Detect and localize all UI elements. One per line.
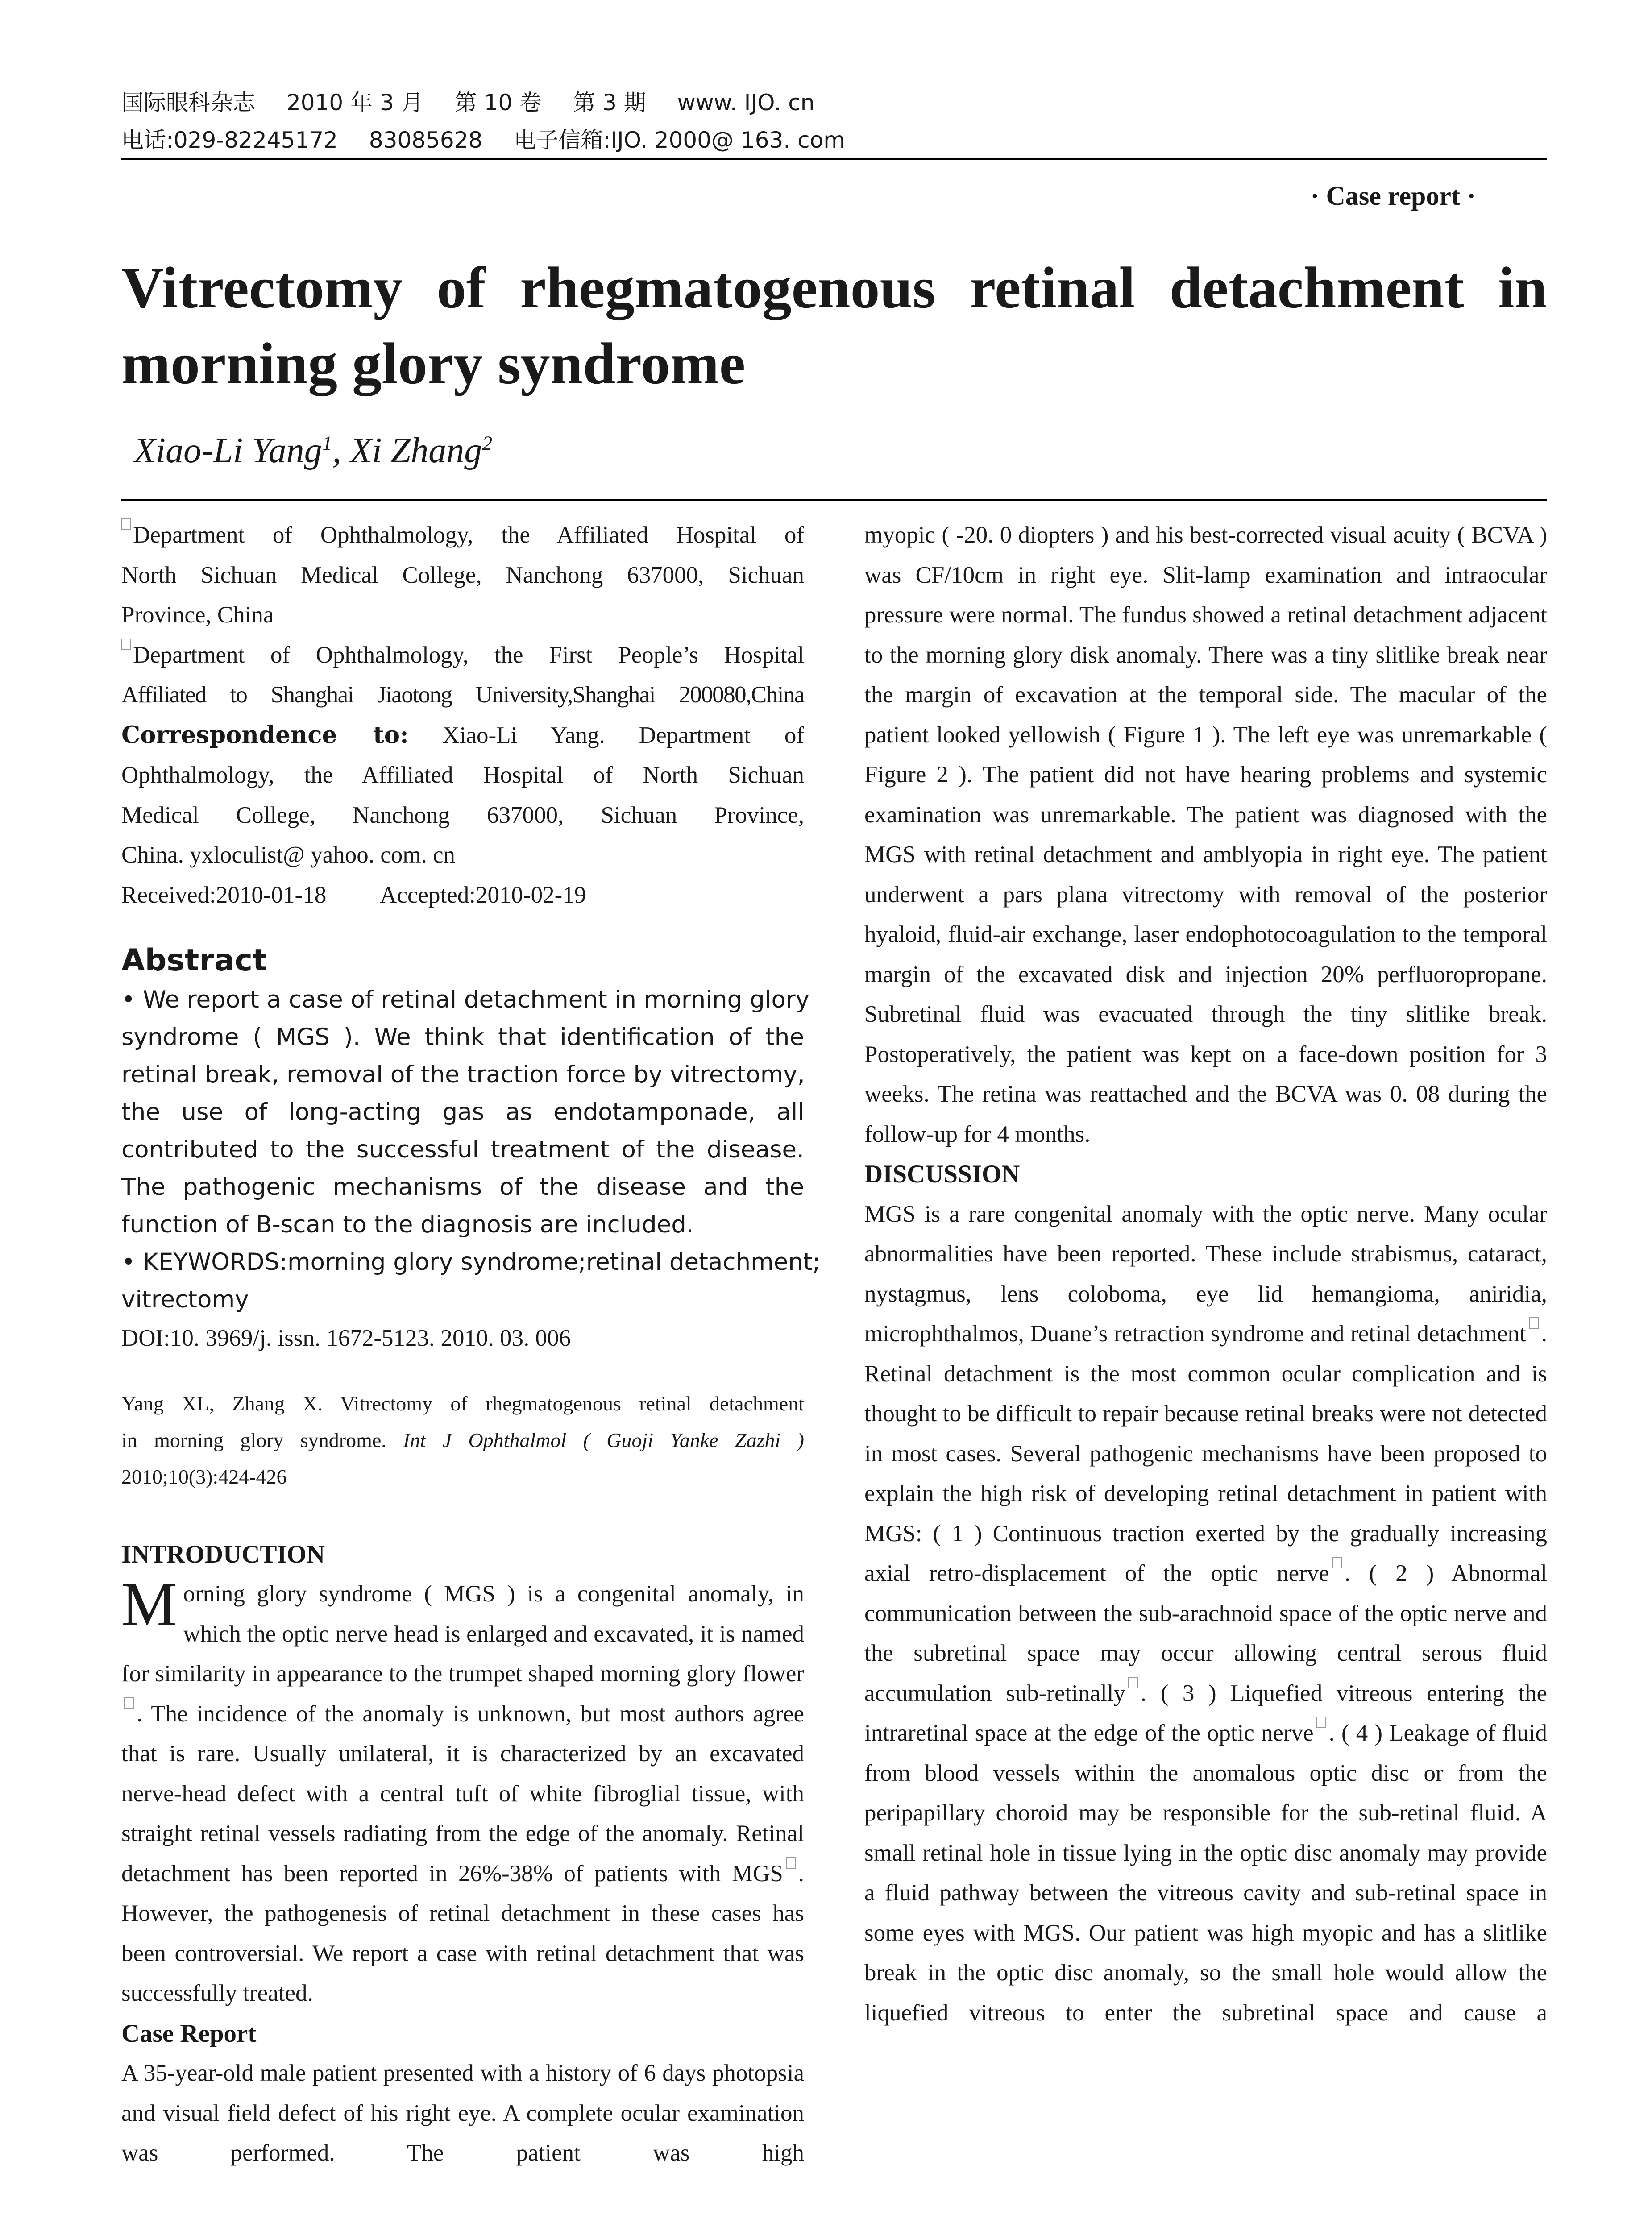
- issue-date: 2010 年 3 月: [286, 90, 423, 116]
- discussion-text: . ( 2 ) Abnormal communication between the sub-arachnoid space of the optic nerve and the subretinal space may occur allowing central serous fluid accumulation sub-retinally: [864, 1560, 1547, 1706]
- abstract-line: syndrome ( MGS ). We think that identification of the: [121, 1024, 804, 1051]
- reference-marker: [1128, 1677, 1138, 1688]
- abstract-line: contributed to the successful treatment of the disease.: [121, 1136, 804, 1163]
- doi: DOI:10. 3969/j. issn. 1672-5123. 2010. 03. 006: [121, 1325, 571, 1351]
- discussion-body: [864, 1194, 1547, 2033]
- case-report-heading: Case Report: [121, 2019, 257, 2048]
- case-report-body-right: myopic ( -20. 0 diopters ) and his best-corrected visual acuity ( BCVA ) was CF/10cm in right eye. Slit-lamp examination and intraocular pressure were normal. The fundus showed a retinal detachment adjacent to the morning glory disk anomaly. There was a tiny slitlike break near the margin of excavation at the temporal side. The macular of the patient looked yellowish ( Figure 1 ). The left eye was unremarkable ( Figure 2 ). The patient did not have hearing problems and systemic examination was unremarkable. The patient was diagnosed with the MGS with retinal detachment and amblyopia in right eye. The patient underwent a pars plana vitrectomy with removal of the posterior hyaloid, fluid-air exchange, laser endophotocoagulation to the temporal margin of the excavated disk and injection 20% perfluoropropane. Subretinal fluid was evacuated through the tiny slitlike break. Postoperatively, the patient was kept on a face-down position for 3 weeks. The retina was reattached and the BCVA was 0. 08 during the follow-up for 4 months.: [864, 522, 1547, 1147]
- discussion-text: . ( 4 ) Leakage of fluid from blood vessels within the anomalous optic disc or from the peripapillary choroid may be responsible for the sub-retinal fluid. A small retinal hole in tissue lying in the optic disc anomaly may provide a fluid pathway between the vitreous cavity and sub-retinal space in some eyes with MGS. Our patient was high myopic and has a slitlike break in the optic disc anomaly, so the small hole would allow the liquefied vitreous to enter the subretinal space and cause a: [864, 1720, 1547, 2026]
- affiliation-marker: [121, 518, 131, 530]
- right-column: [864, 515, 1547, 2033]
- issue: 第 3 期: [573, 90, 646, 116]
- reference-marker: [786, 1857, 796, 1869]
- abstract-line: function of B-scan to the diagnosis are included.: [121, 1211, 694, 1238]
- reference-marker: [1529, 1317, 1539, 1329]
- reference-marker: [124, 1697, 134, 1709]
- citation-line: [121, 1422, 804, 1459]
- citation-line: 2010;10(3):424-426: [121, 1465, 287, 1488]
- article-dates: [121, 875, 804, 916]
- accepted-date: Accepted:2010-02-19: [380, 882, 586, 908]
- journal-phone2: 83085628: [369, 127, 483, 153]
- intro-text: . The incidence of the anomaly is unknown, but most authors agree that is rare. Usually unilateral, it is characterized by an excavated nerve-head defect with a central tuft of white fibroglial tissue, with straight retinal vessels radiating from the edge of the anomaly. Retinal detachment has been reported in 26%-38% of patients with MGS: [121, 1700, 804, 1887]
- journal-header-line1: [121, 89, 846, 116]
- author-separator: ,: [332, 431, 350, 470]
- author-list: [134, 431, 492, 471]
- correspondence-text: Xiao-Li Yang. Department of: [408, 722, 804, 748]
- affiliation-2: [121, 635, 804, 715]
- journal-phone: 电话:029-82245172: [121, 127, 338, 153]
- discussion-text: . ( 3 ) Liquefied vitreous entering the intraretinal space at the edge of the optic nerve: [864, 1680, 1547, 1746]
- journal-email: 电子信箱:IJO. 2000@ 163. com: [514, 127, 845, 153]
- correspondence-line: Ophthalmology, the Affiliated Hospital of North Sichuan: [121, 762, 804, 788]
- author-1: Xiao-Li Yang: [134, 431, 322, 470]
- reference-marker: [1332, 1557, 1342, 1568]
- discussion-text: . Retinal detachment is the most common ocular complication and is thought to be difficult to repair because retinal breaks were not detected in most cases. Several pathogenic mechanisms have been proposed to explain the high risk of developing retinal detachment in patient with MGS: ( 1 ) Continuous traction exerted by the gradually increasing axial retro-displacement of the optic nerve: [864, 1321, 1547, 1586]
- reference-marker: [1316, 1717, 1326, 1728]
- affiliation-1-line: North Sichuan Medical College, Nanchong 637000, Sichuan: [121, 562, 804, 588]
- author-rule: [121, 499, 1547, 501]
- author-2: Xi Zhang: [350, 431, 482, 470]
- received-date: Received:2010-01-18: [121, 882, 327, 908]
- abstract-line: the use of long-acting gas as endotamponade, all: [121, 1099, 804, 1126]
- correspondence-line: [121, 715, 804, 756]
- affiliation-marker: [121, 639, 131, 650]
- journal-name: 国际眼科杂志: [121, 90, 255, 116]
- discussion-text: MGS is a rare congenital anomaly with the optic nerve. Many ocular abnormalities have been reported. These include strabismus, cataract, nystagmus, lens coloboma, eye lid hemangioma, aniridia, microphthalmos, Duane’s retraction syndrome and retinal detachment: [864, 1201, 1547, 1347]
- affiliation-text: Department of Ophthalmology, the First People’s Hospital: [133, 642, 804, 668]
- introduction-body: [121, 1570, 804, 2014]
- abstract-line: retinal break, removal of the traction force by vitrectomy,: [121, 1061, 805, 1088]
- abstract-line: • We report a case of retinal detachment in morning glory: [121, 986, 810, 1013]
- author-2-affil: 2: [482, 431, 493, 455]
- keywords-cont: vitrectomy: [121, 1286, 249, 1313]
- title-line-1: Vitrectomy of rhegmatogenous retinal detachment in: [121, 255, 1547, 320]
- correspondence-line: China. yxloculist@ yahoo. com. cn: [121, 842, 456, 868]
- article-title: [121, 250, 1547, 402]
- citation-journal: Int J Ophthalmol ( Guoji Yanke Zazhi ): [403, 1428, 804, 1451]
- affiliation-text: Department of Ophthalmology, the Affiliated Hospital of: [133, 522, 804, 548]
- intro-text: . However, the pathogenesis of retinal detachment in these cases has been controversial. We report a case with retinal detachment that was successfully treated.: [121, 1860, 804, 2006]
- affiliation-1: [121, 515, 804, 635]
- introduction-heading: INTRODUCTION: [121, 1540, 325, 1568]
- header-rule: [121, 158, 1547, 160]
- correspondence: [121, 715, 804, 875]
- volume: 第 10 卷: [454, 90, 542, 116]
- author-1-affil: 1: [322, 431, 332, 455]
- case-report-body-left: A 35-year-old male patient presented with a history of 6 days photopsia and visual field defect of his right eye. A complete ocular examination was performed. The patient was high: [121, 2060, 804, 2166]
- journal-header-line2: [121, 127, 876, 153]
- correspondence-line: Medical College, Nanchong 637000, Sichuan Province,: [121, 802, 804, 828]
- affiliation-2-line: [121, 635, 804, 676]
- article-type: · Case report ·: [1310, 181, 1476, 211]
- abstract-body: [121, 981, 821, 1319]
- abstract-heading: Abstract: [121, 943, 267, 978]
- citation-line: Yang XL, Zhang X. Vitrectomy of rhegmatogenous retinal detachment: [121, 1392, 804, 1415]
- affiliation-2-line: Affiliated to Shanghai Jiaotong University,Shanghai 200080,China: [121, 682, 804, 708]
- intro-text: orning glory syndrome ( MGS ) is a congenital anomaly, in which the optic nerve head is enlarged and excavated, it is named for similarity in appearance to the trumpet shaped morning glory flower: [121, 1581, 804, 1687]
- keywords: • KEYWORDS:morning glory syndrome;retinal detachment;: [121, 1248, 821, 1276]
- abstract-line: The pathogenic mechanisms of the disease and the: [121, 1174, 804, 1201]
- citation-text: in morning glory syndrome.: [121, 1428, 403, 1451]
- discussion-heading: DISCUSSION: [864, 1160, 1020, 1188]
- affiliation-1-line: [121, 515, 804, 556]
- title-line-2: morning glory syndrome: [121, 331, 746, 396]
- left-column: [121, 515, 821, 2173]
- drop-cap: M: [121, 1570, 177, 1639]
- citation: [121, 1385, 804, 1495]
- journal-website: www. IJO. cn: [677, 90, 815, 116]
- correspondence-label: Correspondence to:: [121, 721, 409, 749]
- affiliation-1-line: Province, China: [121, 602, 274, 628]
